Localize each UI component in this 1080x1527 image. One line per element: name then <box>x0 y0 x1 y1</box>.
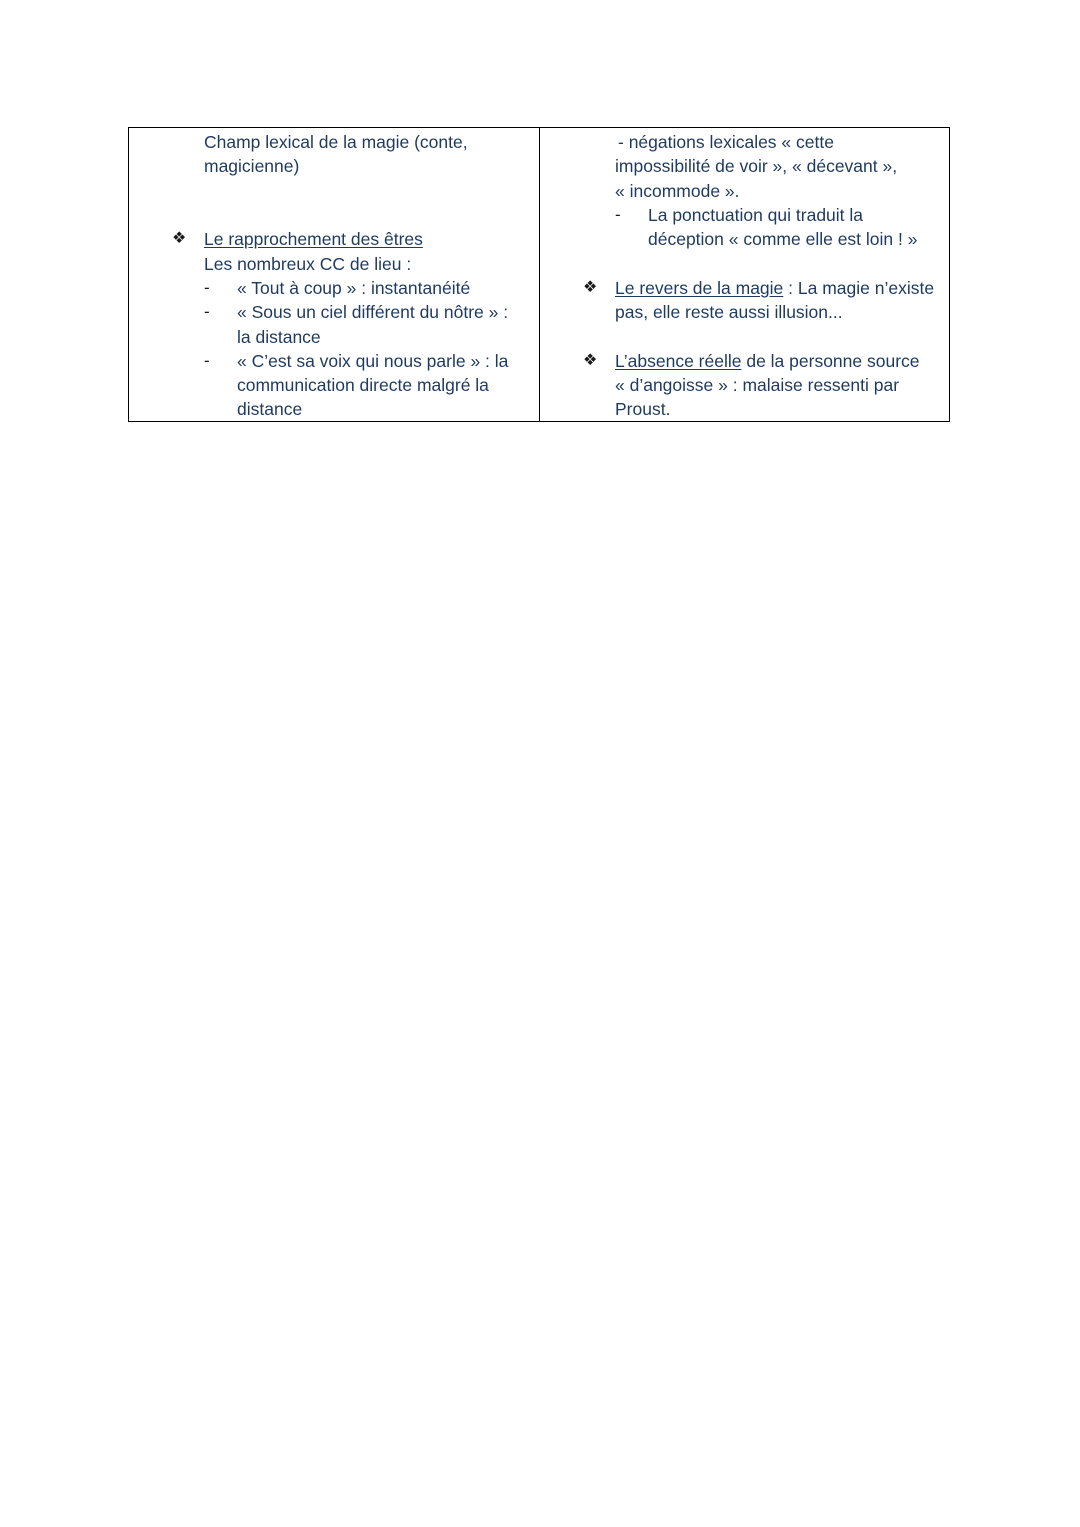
diamond-bullet-icon: ❖ <box>172 230 187 247</box>
notes-table <box>128 127 950 422</box>
revers-title: Le revers de la magie <box>615 278 784 298</box>
magic-field-line2: magicienne) <box>204 156 300 176</box>
diamond-bullet-icon: ❖ <box>583 279 598 296</box>
magic-field-line1: Champ lexical de la magie (conte, <box>204 132 468 152</box>
dash-marker: - <box>204 302 210 321</box>
left-column <box>129 128 540 421</box>
list-item-2-line2: la distance <box>237 327 321 347</box>
rapprochement-title: Le rapprochement des êtres <box>204 229 423 249</box>
absence-rest: de la personne source <box>741 351 920 371</box>
list-item-3-line1: « C’est sa voix qui nous parle » : la <box>237 351 509 371</box>
rapprochement-intro: Les nombreux CC de lieu : <box>204 254 412 274</box>
list-item-1-line1: « Tout à coup » : instantanéité <box>237 278 471 298</box>
absence-line3: Proust. <box>615 399 671 419</box>
list-item-3-line3: distance <box>237 399 303 419</box>
list-item-3-line2: communication directe malgré la <box>237 375 489 395</box>
revers-line2: pas, elle reste aussi illusion... <box>615 302 843 322</box>
diamond-bullet-icon: ❖ <box>583 352 598 369</box>
negations-line1: - négations lexicales « cette <box>618 132 834 152</box>
dash-marker: - <box>204 278 210 297</box>
negations-line3: « incommode ». <box>615 181 740 201</box>
dash-marker: - <box>204 351 210 370</box>
absence-line1 <box>615 349 920 373</box>
right-column <box>540 128 949 421</box>
ponctuation-line1: La ponctuation qui traduit la <box>648 205 864 225</box>
ponctuation-line2: déception « comme elle est loin ! » <box>648 229 918 249</box>
revers-line1 <box>615 276 934 300</box>
revers-rest: : La magie n’existe <box>783 278 935 298</box>
list-item-2-line1: « Sous un ciel différent du nôtre » : <box>237 302 509 322</box>
absence-title: L’absence réelle <box>615 351 742 371</box>
absence-line2: « d’angoisse » : malaise ressenti par <box>615 375 900 395</box>
negations-line2: impossibilité de voir », « décevant », <box>615 156 898 176</box>
dash-marker: - <box>615 205 621 224</box>
